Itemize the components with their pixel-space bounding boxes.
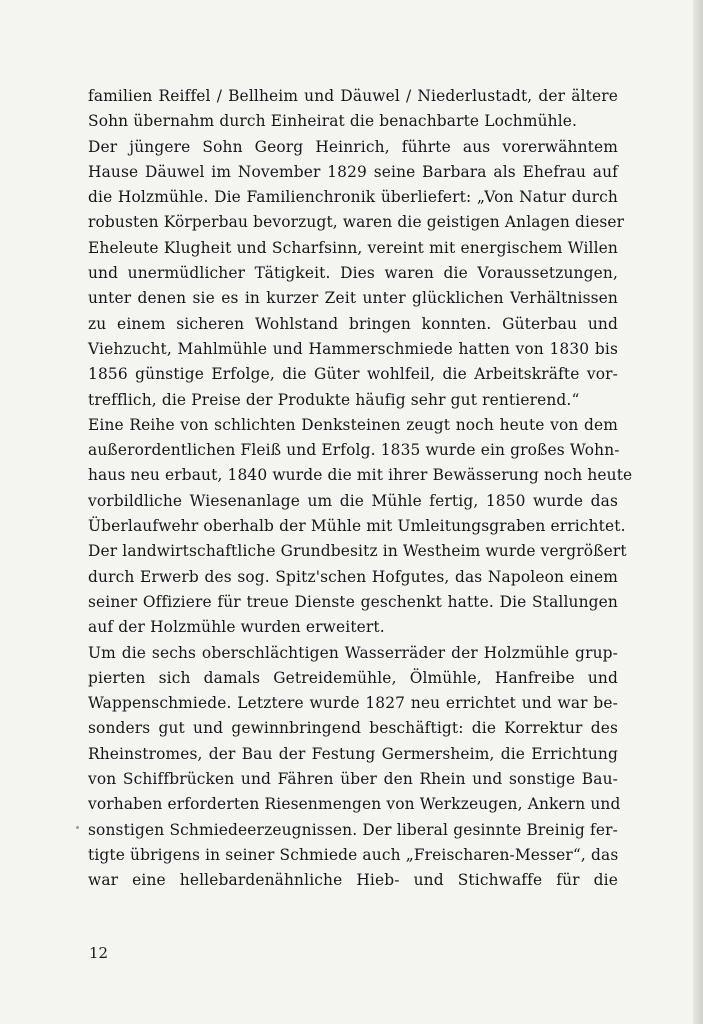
text-line: Um die sechs oberschlächtigen Wasserräder der Holzmühle grup- [88, 643, 618, 662]
text-line: Hause Däuwel im November 1829 seine Barbara als Ehefrau auf [88, 162, 618, 181]
text-line: Rheinstromes, der Bau der Festung Germersheim, die Errichtung [88, 744, 618, 763]
text-line: familien Reiffel / Bellheim und Däuwel / Niederlustadt, der ältere [88, 87, 618, 105]
text-line: und unermüdlicher Tätigkeit. Dies waren die Voraussetzungen, [88, 264, 618, 283]
text-line: Viehzucht, Mahlmühle und Hammerschmiede hatten von 1830 bis [88, 339, 618, 358]
page-number: 12 [89, 944, 109, 962]
text-line: sonstigen Schmiedeerzeugnissen. Der liberal gesinnte Breinig fer- [88, 820, 618, 839]
text-line: Wappenschmiede. Letztere wurde 1827 neu errichtet und war be- [88, 694, 618, 713]
text-line: unter denen sie es in kurzer Zeit unter glücklichen Verhältnissen [88, 289, 618, 308]
text-line: zu einem sicheren Wohlstand bringen konnten. Güterbau und [88, 314, 618, 333]
text-line: die Holzmühle. Die Familienchronik überliefert: „Von Natur durch [88, 188, 618, 207]
text-line: Sohn übernahm durch Einheirat die benachbarte Lochmühle. [88, 112, 578, 131]
text-line: von Schiffbrücken und Fähren über den Rhein und sonstige Bau- [88, 770, 618, 789]
text-line: 1856 günstige Erfolge, die Güter wohlfeil, die Arbeitskräfte vor- [88, 365, 618, 384]
text-line: Überlaufwehr oberhalb der Mühle mit Umleitungsgraben errichtet. [88, 517, 626, 536]
text-line: sonders gut und gewinnbringend beschäftigt: die Korrektur des [88, 719, 618, 738]
text-line: außerordentlichen Fleiß und Erfolg. 1835 wurde ein großes Wohn- [88, 441, 620, 460]
text-line: haus neu erbaut, 1840 wurde die mit ihrer Bewässerung noch heute [88, 466, 633, 485]
text-line: trefflich, die Preise der Produkte häufig sehr gut rentierend.“ [88, 390, 580, 409]
text-line: Der landwirtschaftliche Grundbesitz in Westheim wurde vergrößert [88, 542, 627, 561]
paper-speck [76, 826, 79, 829]
text-line: vorbildliche Wiesenanlage um die Mühle fertig, 1850 wurde das [88, 491, 618, 510]
text-line: Der jüngere Sohn Georg Heinrich, führte aus vorerwähntem [88, 137, 618, 156]
text-line: vorhaben erforderten Riesenmengen von Werkzeugen, Ankern und [88, 795, 621, 814]
text-line: robusten Körperbau bevorzugt, waren die geistigen Anlagen dieser [88, 213, 625, 232]
page-edge-shadow [693, 0, 703, 1024]
text-line: war eine hellebardenähnliche Hieb- und Stichwaffe für die [88, 871, 618, 890]
text-line: auf der Holzmühle wurden erweitert. [88, 618, 385, 637]
text-line: durch Erwerb des sog. Spitz'schen Hofgutes, das Napoleon einem [88, 567, 618, 586]
text-line: seiner Offiziere für treue Dienste geschenkt hatte. Die Stallungen [88, 592, 618, 611]
text-line: Eheleute Klugheit und Scharfsinn, vereint mit energischem Willen [88, 238, 618, 257]
body-text [88, 84, 633, 894]
text-line: Eine Reihe von schlichten Denksteinen zeugt noch heute von dem [88, 415, 618, 434]
text-line: tigte übrigens in seiner Schmiede auch „Freischaren-Messer“, das [88, 845, 619, 864]
text-line: pierten sich damals Getreidemühle, Ölmühle, Hanfreibe und [88, 668, 618, 687]
